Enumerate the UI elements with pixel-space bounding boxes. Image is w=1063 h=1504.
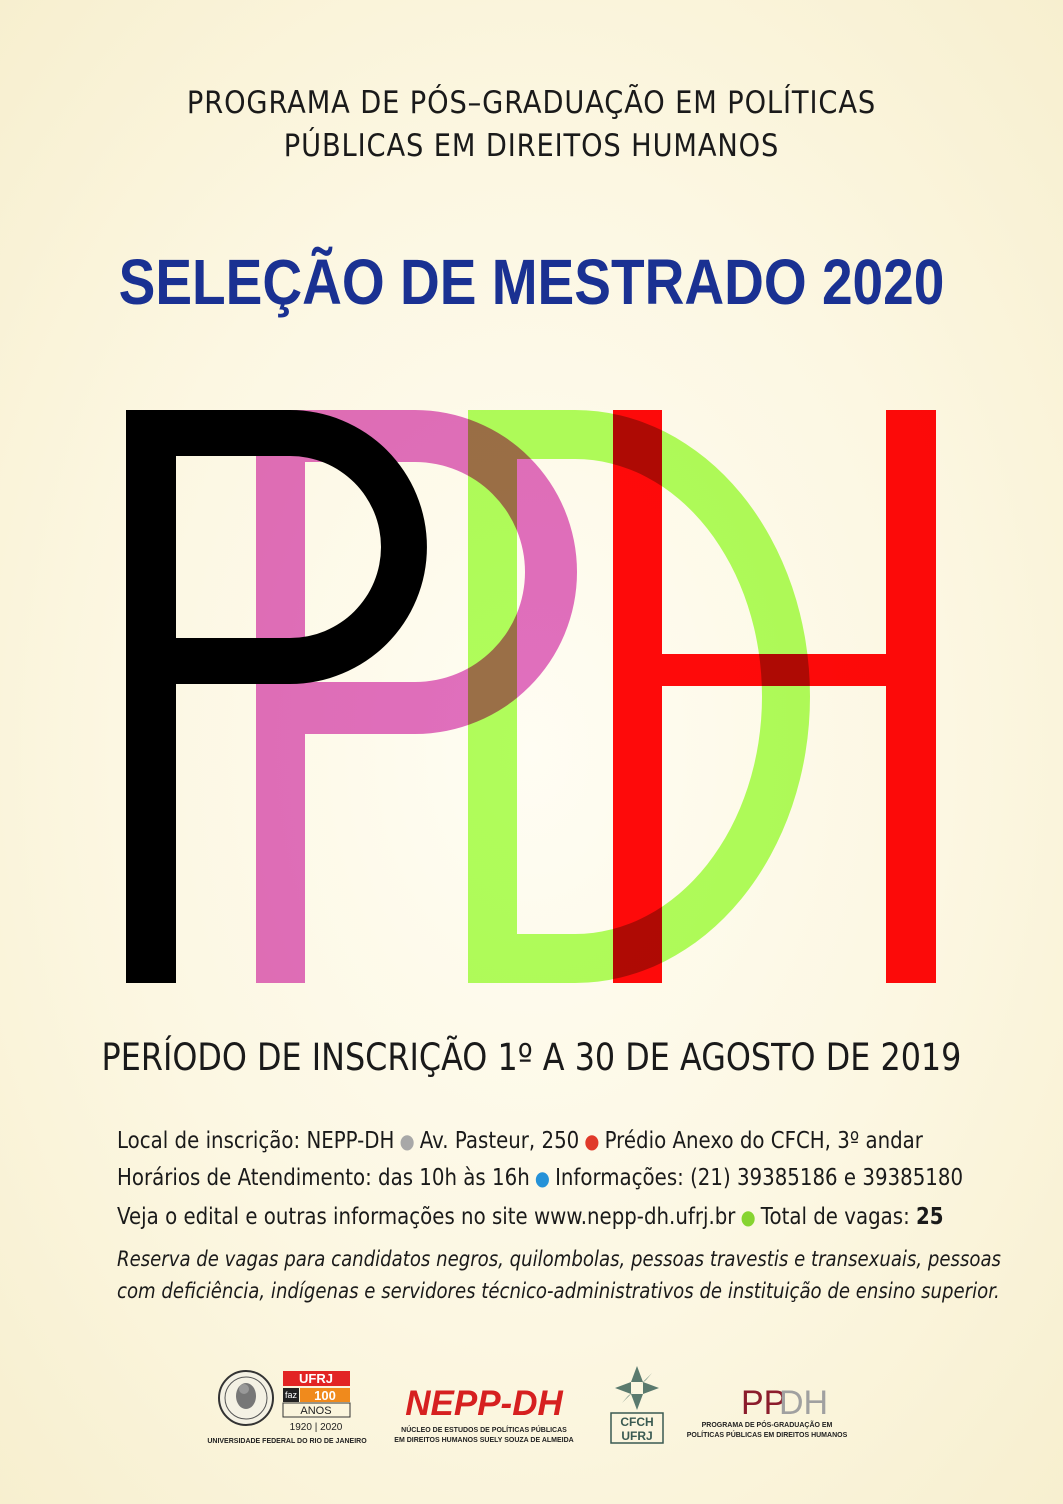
svg-text:ANOS: ANOS [300, 1405, 332, 1417]
svg-text:UFRJ: UFRJ [299, 1371, 333, 1386]
info-line-hours: Horários de Atendimento: das 10h às 16h ● Informações: (21) 39385186 e 39385180 [117, 1165, 964, 1191]
registration-period: PERÍODO DE INSCRIÇÃO 1º A 30 DE AGOSTO DE 2019 [101, 1036, 962, 1079]
svg-text:PP: PP [741, 1384, 787, 1422]
svg-text:100: 100 [314, 1388, 336, 1403]
svg-text:NÚCLEO DE ESTUDOS DE POLÍTICAS: NÚCLEO DE ESTUDOS DE POLÍTICAS PÚBLICAS [401, 1427, 567, 1434]
svg-text:faz: faz [284, 1390, 298, 1400]
svg-text:EM DIREITOS HUMANOS SUELY SOUZ: EM DIREITOS HUMANOS SUELY SOUZA DE ALMEIDA [394, 1437, 574, 1444]
nepp-dh-logo [394, 1384, 573, 1444]
ufrj-seal-logo [219, 1371, 273, 1425]
ufrj-100-anos-logo [283, 1371, 350, 1433]
svg-text:UFRJ: UFRJ [621, 1429, 653, 1443]
svg-text:1920 | 2020: 1920 | 2020 [289, 1422, 343, 1433]
svg-text:POLÍTICAS PÚBLICAS EM DIREITOS: POLÍTICAS PÚBLICAS EM DIREITOS HUMANOS [686, 1432, 848, 1439]
quota-notice: Reserva de vagas para candidatos negros, quilombolas, pessoas travestis e transexuais, pessoas com deficiência, indígenas e servidores técnico-administrativos de instituição de ensino superior. [117, 1247, 1001, 1303]
svg-text:DH: DH [779, 1384, 829, 1422]
program-name-line1: PROGRAMA DE PÓS–GRADUAÇÃO EM POLÍTICAS [186, 85, 877, 121]
bullet-icon: ● [399, 1129, 415, 1153]
total-vagas: 25 [916, 1204, 944, 1230]
svg-text:PROGRAMA DE PÓS-GRADUAÇÃO EM: PROGRAMA DE PÓS-GRADUAÇÃO EM [701, 1422, 833, 1429]
info-line-location: Local de inscrição: NEPP-DH ● Av. Pasteur, 250 ● Prédio Anexo do CFCH, 3º andar [117, 1128, 923, 1154]
cfch-ufrj-logo [611, 1366, 663, 1443]
bullet-icon: ● [584, 1129, 600, 1153]
program-name-line2: PÚBLICAS EM DIREITOS HUMANOS [283, 128, 780, 164]
logos-footer [0, 1355, 1063, 1465]
svg-text:NEPP-DH: NEPP-DH [405, 1384, 563, 1423]
bullet-icon: ● [534, 1166, 550, 1190]
ppdh-logo [687, 1384, 848, 1439]
svg-text:UNIVERSIDADE FEDERAL DO RIO DE: UNIVERSIDADE FEDERAL DO RIO DE JANEIRO [207, 1438, 367, 1445]
bullet-icon: ● [740, 1205, 756, 1229]
svg-text:CFCH: CFCH [620, 1415, 654, 1429]
info-line-website: Veja o edital e outras informações no site www.nepp-dh.ufrj.br ● Total de vagas: 25 [117, 1204, 944, 1230]
page-title: SELEÇÃO DE MESTRADO 2020 [118, 246, 945, 318]
